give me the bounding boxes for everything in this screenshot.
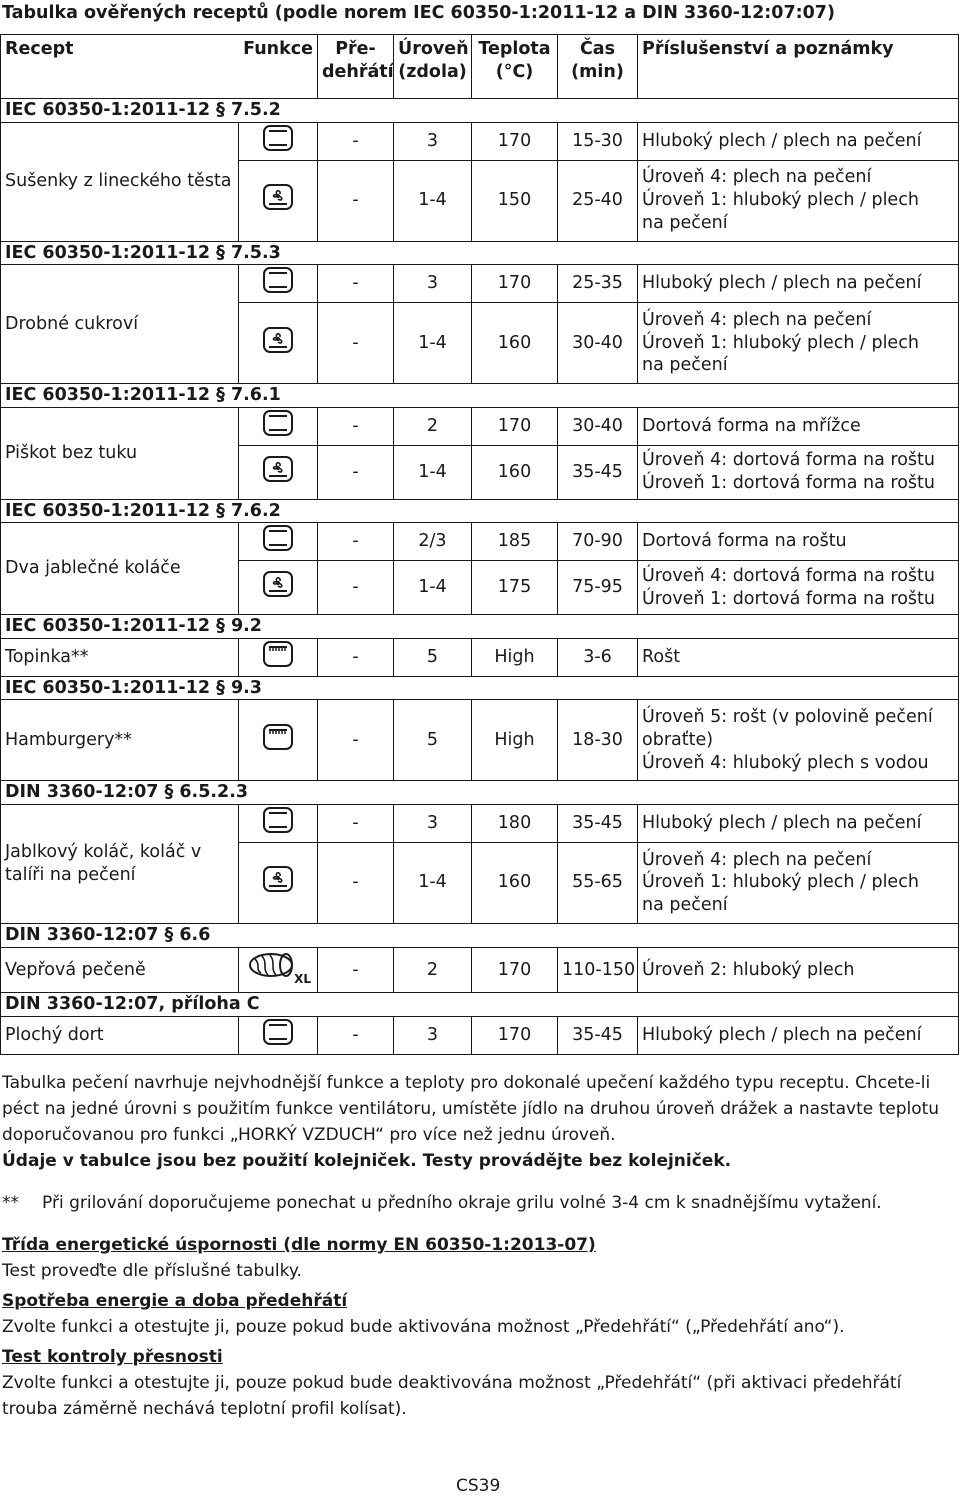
header-function bbox=[239, 35, 318, 99]
level-value: 1-4 bbox=[394, 842, 472, 923]
accessory-notes bbox=[638, 700, 959, 781]
table-header-row bbox=[1, 35, 959, 99]
temperature-value: 170 bbox=[472, 407, 558, 445]
temperature-value: 160 bbox=[472, 445, 558, 499]
time-value: 70-90 bbox=[558, 523, 638, 561]
header-preheat-text: dehřátí bbox=[322, 61, 394, 82]
accessory-notes bbox=[638, 407, 959, 445]
footnote-text: Při grilování doporučujeme ponechat u předního okraje grilu volné 3-4 cm k snadnějšímu vytažení. bbox=[42, 1193, 882, 1213]
note-line: na pečení bbox=[642, 355, 728, 376]
function-cell bbox=[239, 805, 318, 843]
note-line: Úroveň 1: hluboký plech / plech bbox=[642, 190, 919, 211]
static-heat-icon bbox=[261, 805, 295, 835]
note-line: Úroveň 4: hluboký plech s vodou bbox=[642, 752, 929, 773]
temperature-value: 170 bbox=[472, 122, 558, 160]
accessory-notes bbox=[638, 1017, 959, 1055]
header-notes bbox=[638, 35, 959, 99]
function-cell bbox=[239, 947, 318, 993]
note-line: Úroveň 1: dortová forma na roštu bbox=[642, 473, 935, 493]
level-value: 3 bbox=[394, 265, 472, 303]
header-preheat bbox=[318, 35, 394, 99]
header-level bbox=[394, 35, 472, 99]
header-recipe-text: Recept bbox=[5, 39, 74, 59]
section-row bbox=[1, 499, 959, 523]
section-row bbox=[1, 99, 959, 123]
recipe-name: Dva jablečné koláče bbox=[1, 523, 239, 615]
table-row bbox=[1, 947, 959, 993]
time-value: 3-6 bbox=[558, 638, 638, 676]
table-row bbox=[1, 805, 959, 843]
section-code: IEC 60350-1:2011-12 § 7.5.2 bbox=[1, 99, 959, 123]
recipe-name: Sušenky z lineckého těsta bbox=[1, 122, 239, 241]
preheat-value: - bbox=[318, 638, 394, 676]
header-temp-text: (°C) bbox=[495, 61, 534, 82]
section-row bbox=[1, 241, 959, 265]
preheat-value: - bbox=[318, 303, 394, 384]
static-heat-icon bbox=[261, 523, 295, 553]
header-time-text: (min) bbox=[571, 61, 624, 82]
accessory-notes bbox=[638, 561, 959, 615]
note-line: Úroveň 2: hluboký plech bbox=[642, 959, 855, 980]
time-value: 35-45 bbox=[558, 805, 638, 843]
note-line: Hluboký plech / plech na pečení bbox=[642, 130, 922, 151]
note-line: Hluboký plech / plech na pečení bbox=[642, 1025, 922, 1045]
preheat-value: - bbox=[318, 160, 394, 241]
time-value: 75-95 bbox=[558, 561, 638, 615]
section-row bbox=[1, 615, 959, 639]
accessory-notes bbox=[638, 842, 959, 923]
header-notes-text: Příslušenství a poznámky bbox=[642, 39, 894, 59]
function-cell bbox=[239, 122, 318, 160]
level-value: 1-4 bbox=[394, 445, 472, 499]
recipe-name: Vepřová pečeně bbox=[1, 947, 239, 993]
section-code: IEC 60350-1:2011-12 § 7.6.1 bbox=[1, 384, 959, 408]
level-value: 3 bbox=[394, 1017, 472, 1055]
accessory-notes bbox=[638, 445, 959, 499]
accessory-notes bbox=[638, 805, 959, 843]
note-line: Úroveň 4: dortová forma na roštu bbox=[642, 565, 935, 586]
function-cell bbox=[239, 160, 318, 241]
header-level-text: (zdola) bbox=[398, 61, 467, 82]
time-value: 15-30 bbox=[558, 122, 638, 160]
temperature-value: 160 bbox=[472, 842, 558, 923]
notes-paragraph: Tabulka pečení navrhuje nejvhodnější funkce a teploty pro dokonalé upečení každého typu receptu. Chcete-li péct na jedné úrovni s použitím funkce ventilátoru, umístěte jídlo na druhou úroveň drážek a nastavte teplotu doporučovanou pro funkci „HORKÝ VZDUCH“ pro více než jednu úroveň. bbox=[2, 1073, 940, 1145]
header-level-text: Úroveň bbox=[398, 39, 469, 59]
fan-convection-icon bbox=[261, 454, 295, 484]
note-line: Rošt bbox=[642, 646, 681, 667]
section-code: DIN 3360-12:07 § 6.5.2.3 bbox=[1, 781, 959, 805]
xl-roast-icon bbox=[247, 948, 309, 986]
note-line: Úroveň 5: rošt (v polovině pečení bbox=[642, 707, 933, 728]
temperature-value: 170 bbox=[472, 265, 558, 303]
preheat-value: - bbox=[318, 842, 394, 923]
function-cell bbox=[239, 700, 318, 781]
temperature-value: 175 bbox=[472, 561, 558, 615]
time-value: 25-35 bbox=[558, 265, 638, 303]
accessory-notes bbox=[638, 160, 959, 241]
time-value: 110-150 bbox=[558, 947, 638, 993]
table-row bbox=[1, 523, 959, 561]
recipe-name: Jablkový koláč, koláč v talíři na pečení bbox=[1, 805, 239, 924]
notes-bold-line: Údaje v tabulce jsou bez použití kolejniček. Testy provádějte bez kolejniček. bbox=[2, 1151, 732, 1171]
level-value: 2 bbox=[394, 407, 472, 445]
header-recipe bbox=[1, 35, 239, 99]
accessory-notes bbox=[638, 122, 959, 160]
function-cell bbox=[239, 445, 318, 499]
fan-convection-icon bbox=[261, 325, 295, 355]
section-row bbox=[1, 993, 959, 1017]
section-code: IEC 60350-1:2011-12 § 7.6.2 bbox=[1, 499, 959, 523]
note-line: na pečení bbox=[642, 212, 728, 233]
accessory-notes bbox=[638, 638, 959, 676]
table-row bbox=[1, 122, 959, 160]
fan-convection-icon bbox=[261, 182, 295, 212]
note-line: Hluboký plech / plech na pečení bbox=[642, 273, 922, 294]
note-line: Úroveň 4: plech na pečení bbox=[642, 849, 872, 870]
level-value: 3 bbox=[394, 122, 472, 160]
preheat-value: - bbox=[318, 445, 394, 499]
consumption-text: Zvolte funkci a otestujte ji, pouze pokud bude aktivována možnost „Předehřátí“ („Předehřátí ano“). bbox=[2, 1317, 845, 1337]
header-time-text: Čas bbox=[579, 39, 616, 59]
note-line: Hluboký plech / plech na pečení bbox=[642, 813, 922, 833]
note-line: Úroveň 1: hluboký plech / plech bbox=[642, 872, 919, 893]
preheat-value: - bbox=[318, 1017, 394, 1055]
preheat-value: - bbox=[318, 700, 394, 781]
note-line: Úroveň 4: dortová forma na roštu bbox=[642, 450, 935, 471]
header-temp-text: Teplota bbox=[478, 39, 551, 59]
note-line: obraťte) bbox=[642, 729, 714, 750]
function-cell bbox=[239, 407, 318, 445]
table-row bbox=[1, 638, 959, 676]
preheat-value: - bbox=[318, 407, 394, 445]
time-value: 55-65 bbox=[558, 842, 638, 923]
consumption-heading: Spotřeba energie a doba předehřátí bbox=[2, 1291, 348, 1311]
level-value: 2 bbox=[394, 947, 472, 993]
preheat-value: - bbox=[318, 561, 394, 615]
header-temp bbox=[472, 35, 558, 99]
section-row bbox=[1, 384, 959, 408]
level-value: 3 bbox=[394, 805, 472, 843]
time-value: 35-45 bbox=[558, 445, 638, 499]
section-code: IEC 60350-1:2011-12 § 9.3 bbox=[1, 676, 959, 700]
function-cell bbox=[239, 265, 318, 303]
section-row bbox=[1, 676, 959, 700]
accessory-notes bbox=[638, 303, 959, 384]
time-value: 18-30 bbox=[558, 700, 638, 781]
accuracy-text: Zvolte funkci a otestujte ji, pouze pokud bude deaktivována možnost „Předehřátí“ (při aktivaci předehřátí trouba záměrně nechává teplotní profil kolísat). bbox=[2, 1373, 902, 1419]
recipe-table bbox=[0, 34, 959, 1055]
recipe-name: Piškot bez tuku bbox=[1, 407, 239, 499]
note-line: Úroveň 1: hluboký plech / plech bbox=[642, 332, 919, 353]
energy-class-heading: Třída energetické úspornosti (dle normy EN 60350-1:2013-07) bbox=[2, 1235, 596, 1255]
function-cell bbox=[239, 842, 318, 923]
time-value: 35-45 bbox=[558, 1017, 638, 1055]
note-line: Dortová forma na roštu bbox=[642, 531, 847, 552]
fan-convection-icon bbox=[261, 569, 295, 599]
temperature-value: 170 bbox=[472, 1017, 558, 1055]
time-value: 30-40 bbox=[558, 303, 638, 384]
recipe-name: Topinka** bbox=[1, 638, 239, 676]
section-row bbox=[1, 781, 959, 805]
note-line: Úroveň 4: plech na pečení bbox=[642, 167, 872, 188]
temperature-value: 170 bbox=[472, 947, 558, 993]
temperature-value: High bbox=[472, 638, 558, 676]
preheat-value: - bbox=[318, 523, 394, 561]
grill-icon bbox=[261, 722, 295, 752]
xl-label: XL bbox=[294, 971, 311, 986]
accuracy-heading: Test kontroly přesnosti bbox=[2, 1347, 223, 1367]
level-value: 1-4 bbox=[394, 160, 472, 241]
page-number: CS39 bbox=[456, 1476, 501, 1496]
accessory-notes bbox=[638, 947, 959, 993]
function-cell bbox=[239, 638, 318, 676]
footnote-mark: ** bbox=[2, 1193, 19, 1213]
function-cell bbox=[239, 523, 318, 561]
note-line: Dortová forma na mřížce bbox=[642, 415, 861, 436]
time-value: 25-40 bbox=[558, 160, 638, 241]
level-value: 5 bbox=[394, 700, 472, 781]
page-title: Tabulka ověřených receptů (podle norem IEC 60350-1:2011-12 a DIN 3360-12:07:07) bbox=[2, 3, 835, 23]
recipe-name: Drobné cukroví bbox=[1, 265, 239, 384]
header-preheat-text: Pře- bbox=[335, 39, 376, 59]
static-heat-icon bbox=[261, 1017, 295, 1047]
temperature-value: 180 bbox=[472, 805, 558, 843]
level-value: 5 bbox=[394, 638, 472, 676]
header-function-text: Funkce bbox=[243, 39, 313, 59]
table-row bbox=[1, 1017, 959, 1055]
section-code: DIN 3360-12:07, příloha C bbox=[1, 993, 959, 1017]
time-value: 30-40 bbox=[558, 407, 638, 445]
accessory-notes bbox=[638, 265, 959, 303]
section-code: IEC 60350-1:2011-12 § 7.5.3 bbox=[1, 241, 959, 265]
accessory-notes bbox=[638, 523, 959, 561]
static-heat-icon bbox=[261, 265, 295, 295]
table-row bbox=[1, 265, 959, 303]
fan-convection-icon bbox=[261, 864, 295, 894]
preheat-value: - bbox=[318, 805, 394, 843]
level-value: 2/3 bbox=[394, 523, 472, 561]
note-line: na pečení bbox=[642, 895, 728, 916]
recipe-name: Plochý dort bbox=[1, 1017, 239, 1055]
function-cell bbox=[239, 561, 318, 615]
energy-class-text: Test proveďte dle příslušné tabulky. bbox=[2, 1261, 302, 1281]
static-heat-icon bbox=[261, 123, 295, 153]
section-row bbox=[1, 923, 959, 947]
grill-icon bbox=[261, 639, 295, 669]
temperature-value: 150 bbox=[472, 160, 558, 241]
function-cell bbox=[239, 303, 318, 384]
temperature-value: 185 bbox=[472, 523, 558, 561]
function-cell bbox=[239, 1017, 318, 1055]
level-value: 1-4 bbox=[394, 303, 472, 384]
section-code: DIN 3360-12:07 § 6.6 bbox=[1, 923, 959, 947]
preheat-value: - bbox=[318, 265, 394, 303]
level-value: 1-4 bbox=[394, 561, 472, 615]
table-row bbox=[1, 407, 959, 445]
recipe-name: Hamburgery** bbox=[1, 700, 239, 781]
table-row bbox=[1, 700, 959, 781]
section-code: IEC 60350-1:2011-12 § 9.2 bbox=[1, 615, 959, 639]
temperature-value: High bbox=[472, 700, 558, 781]
note-line: Úroveň 4: plech na pečení bbox=[642, 309, 872, 330]
preheat-value: - bbox=[318, 947, 394, 993]
header-time bbox=[558, 35, 638, 99]
note-line: Úroveň 1: dortová forma na roštu bbox=[642, 588, 935, 609]
temperature-value: 160 bbox=[472, 303, 558, 384]
static-heat-icon bbox=[261, 408, 295, 438]
notes-block bbox=[2, 1070, 957, 1422]
preheat-value: - bbox=[318, 122, 394, 160]
